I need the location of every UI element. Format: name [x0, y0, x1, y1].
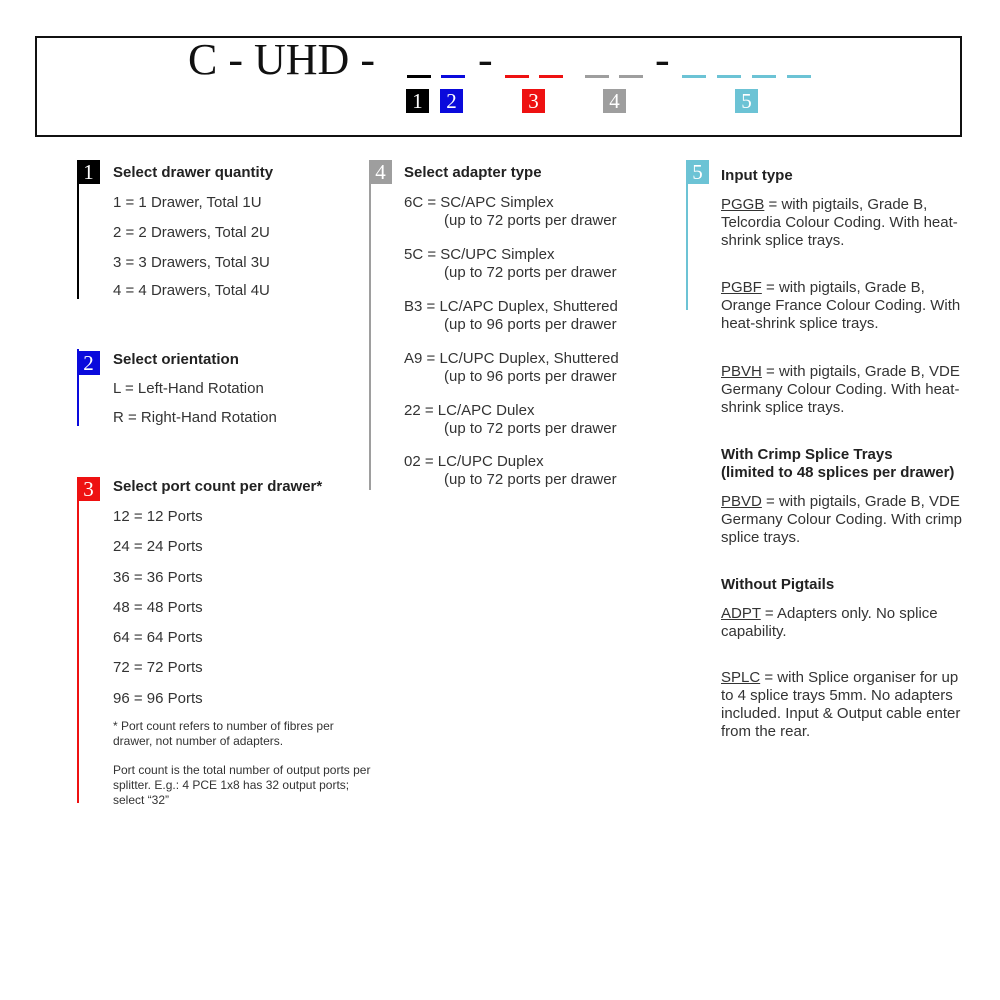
port-option: 96 = 96 Ports: [113, 690, 203, 707]
input-type-option: SPLC = with Splice organiser for up to 4 splice trays 5mm. No adapters included. Input & Output cable enter from the rear.: [721, 669, 961, 740]
adapter-option: 5C = SC/UPC Simplex (up to 72 ports per drawer: [404, 246, 617, 281]
code-blank-4b: [619, 75, 643, 78]
product-code-prefix: C - UHD -: [188, 35, 375, 84]
key-badge-1: 1: [406, 89, 429, 113]
port-option: 64 = 64 Ports: [113, 629, 203, 646]
key-badge-2: 2: [440, 89, 463, 113]
input-type-option: ADPT = Adapters only. No splice capability.: [721, 605, 938, 640]
port-option: 72 = 72 Ports: [113, 659, 203, 676]
crimp-splice-subheading: (limited to 48 splices per drawer): [721, 464, 955, 481]
section-1-title: Select drawer quantity: [113, 164, 274, 181]
input-type-option: PGBF = with pigtails, Grade B, Orange France Colour Coding. With heat-shrink splice trays.: [721, 279, 961, 332]
port-count-footnote: * Port count refers to number of fibres per drawer, not number of adapters.: [113, 719, 334, 748]
input-type-option: PGGB = with pigtails, Grade B, Telcordia Colour Coding. With heat-shrink splice trays.: [721, 196, 958, 249]
port-option: 12 = 12 Ports: [113, 508, 203, 525]
section-3-title: Select port count per drawer*: [113, 478, 323, 495]
section-4-bar: [369, 160, 371, 490]
code-separator: -: [478, 35, 493, 84]
code-separator: -: [655, 35, 670, 84]
section-2-title: Select orientation: [113, 351, 239, 368]
code-blank-5c: [752, 75, 776, 78]
section-3-bar: [77, 477, 79, 803]
input-type-option: PBVD = with pigtails, Grade B, VDE Germany Colour Coding. With crimp splice trays.: [721, 493, 962, 546]
drawer-option: 2 = 2 Drawers, Total 2U: [113, 224, 270, 241]
section-4-title: Select adapter type: [404, 164, 542, 181]
adapter-option: 6C = SC/APC Simplex (up to 72 ports per drawer: [404, 194, 617, 229]
port-option: 24 = 24 Ports: [113, 538, 203, 555]
key-badge-5: 5: [735, 89, 758, 113]
product-code-box: [35, 36, 962, 137]
section-1-badge: 1: [77, 160, 100, 184]
port-option: 48 = 48 Ports: [113, 599, 203, 616]
section-5-badge: 5: [686, 160, 709, 184]
code-blank-3a: [505, 75, 529, 78]
code-blank-5d: [787, 75, 811, 78]
key-badge-4: 4: [603, 89, 626, 113]
port-option: 36 = 36 Ports: [113, 569, 203, 586]
input-type-option: PBVH = with pigtails, Grade B, VDE Germany Colour Coding. With heat-shrink splice trays.: [721, 363, 960, 416]
adapter-option: B3 = LC/APC Duplex, Shuttered (up to 96 ports per drawer: [404, 298, 618, 333]
code-blank-5a: [682, 75, 706, 78]
section-5-title: Input type: [721, 167, 793, 184]
section-2-badge: 2: [77, 351, 100, 375]
key-badge-3: 3: [522, 89, 545, 113]
crimp-splice-heading: With Crimp Splice Trays: [721, 446, 893, 463]
code-blank-2: [441, 75, 465, 78]
code-blank-3b: [539, 75, 563, 78]
orientation-option: L = Left-Hand Rotation: [113, 380, 264, 397]
drawer-option: 1 = 1 Drawer, Total 1U: [113, 194, 262, 211]
port-count-splitter-note: Port count is the total number of output ports per splitter. E.g.: 4 PCE 1x8 has 32 output ports; select “32”: [113, 763, 371, 807]
drawer-option: 4 = 4 Drawers, Total 4U: [113, 282, 270, 299]
code-blank-5b: [717, 75, 741, 78]
adapter-option: 02 = LC/UPC Duplex (up to 72 ports per drawer: [404, 453, 617, 488]
section-4-badge: 4: [369, 160, 392, 184]
adapter-option: 22 = LC/APC Dulex (up to 72 ports per drawer: [404, 402, 617, 437]
code-blank-1: [407, 75, 431, 78]
code-blank-4a: [585, 75, 609, 78]
orientation-option: R = Right-Hand Rotation: [113, 409, 277, 426]
without-pigtails-heading: Without Pigtails: [721, 576, 835, 593]
adapter-option: A9 = LC/UPC Duplex, Shuttered (up to 96 ports per drawer: [404, 350, 619, 385]
section-3-badge: 3: [77, 477, 100, 501]
drawer-option: 3 = 3 Drawers, Total 3U: [113, 254, 270, 271]
